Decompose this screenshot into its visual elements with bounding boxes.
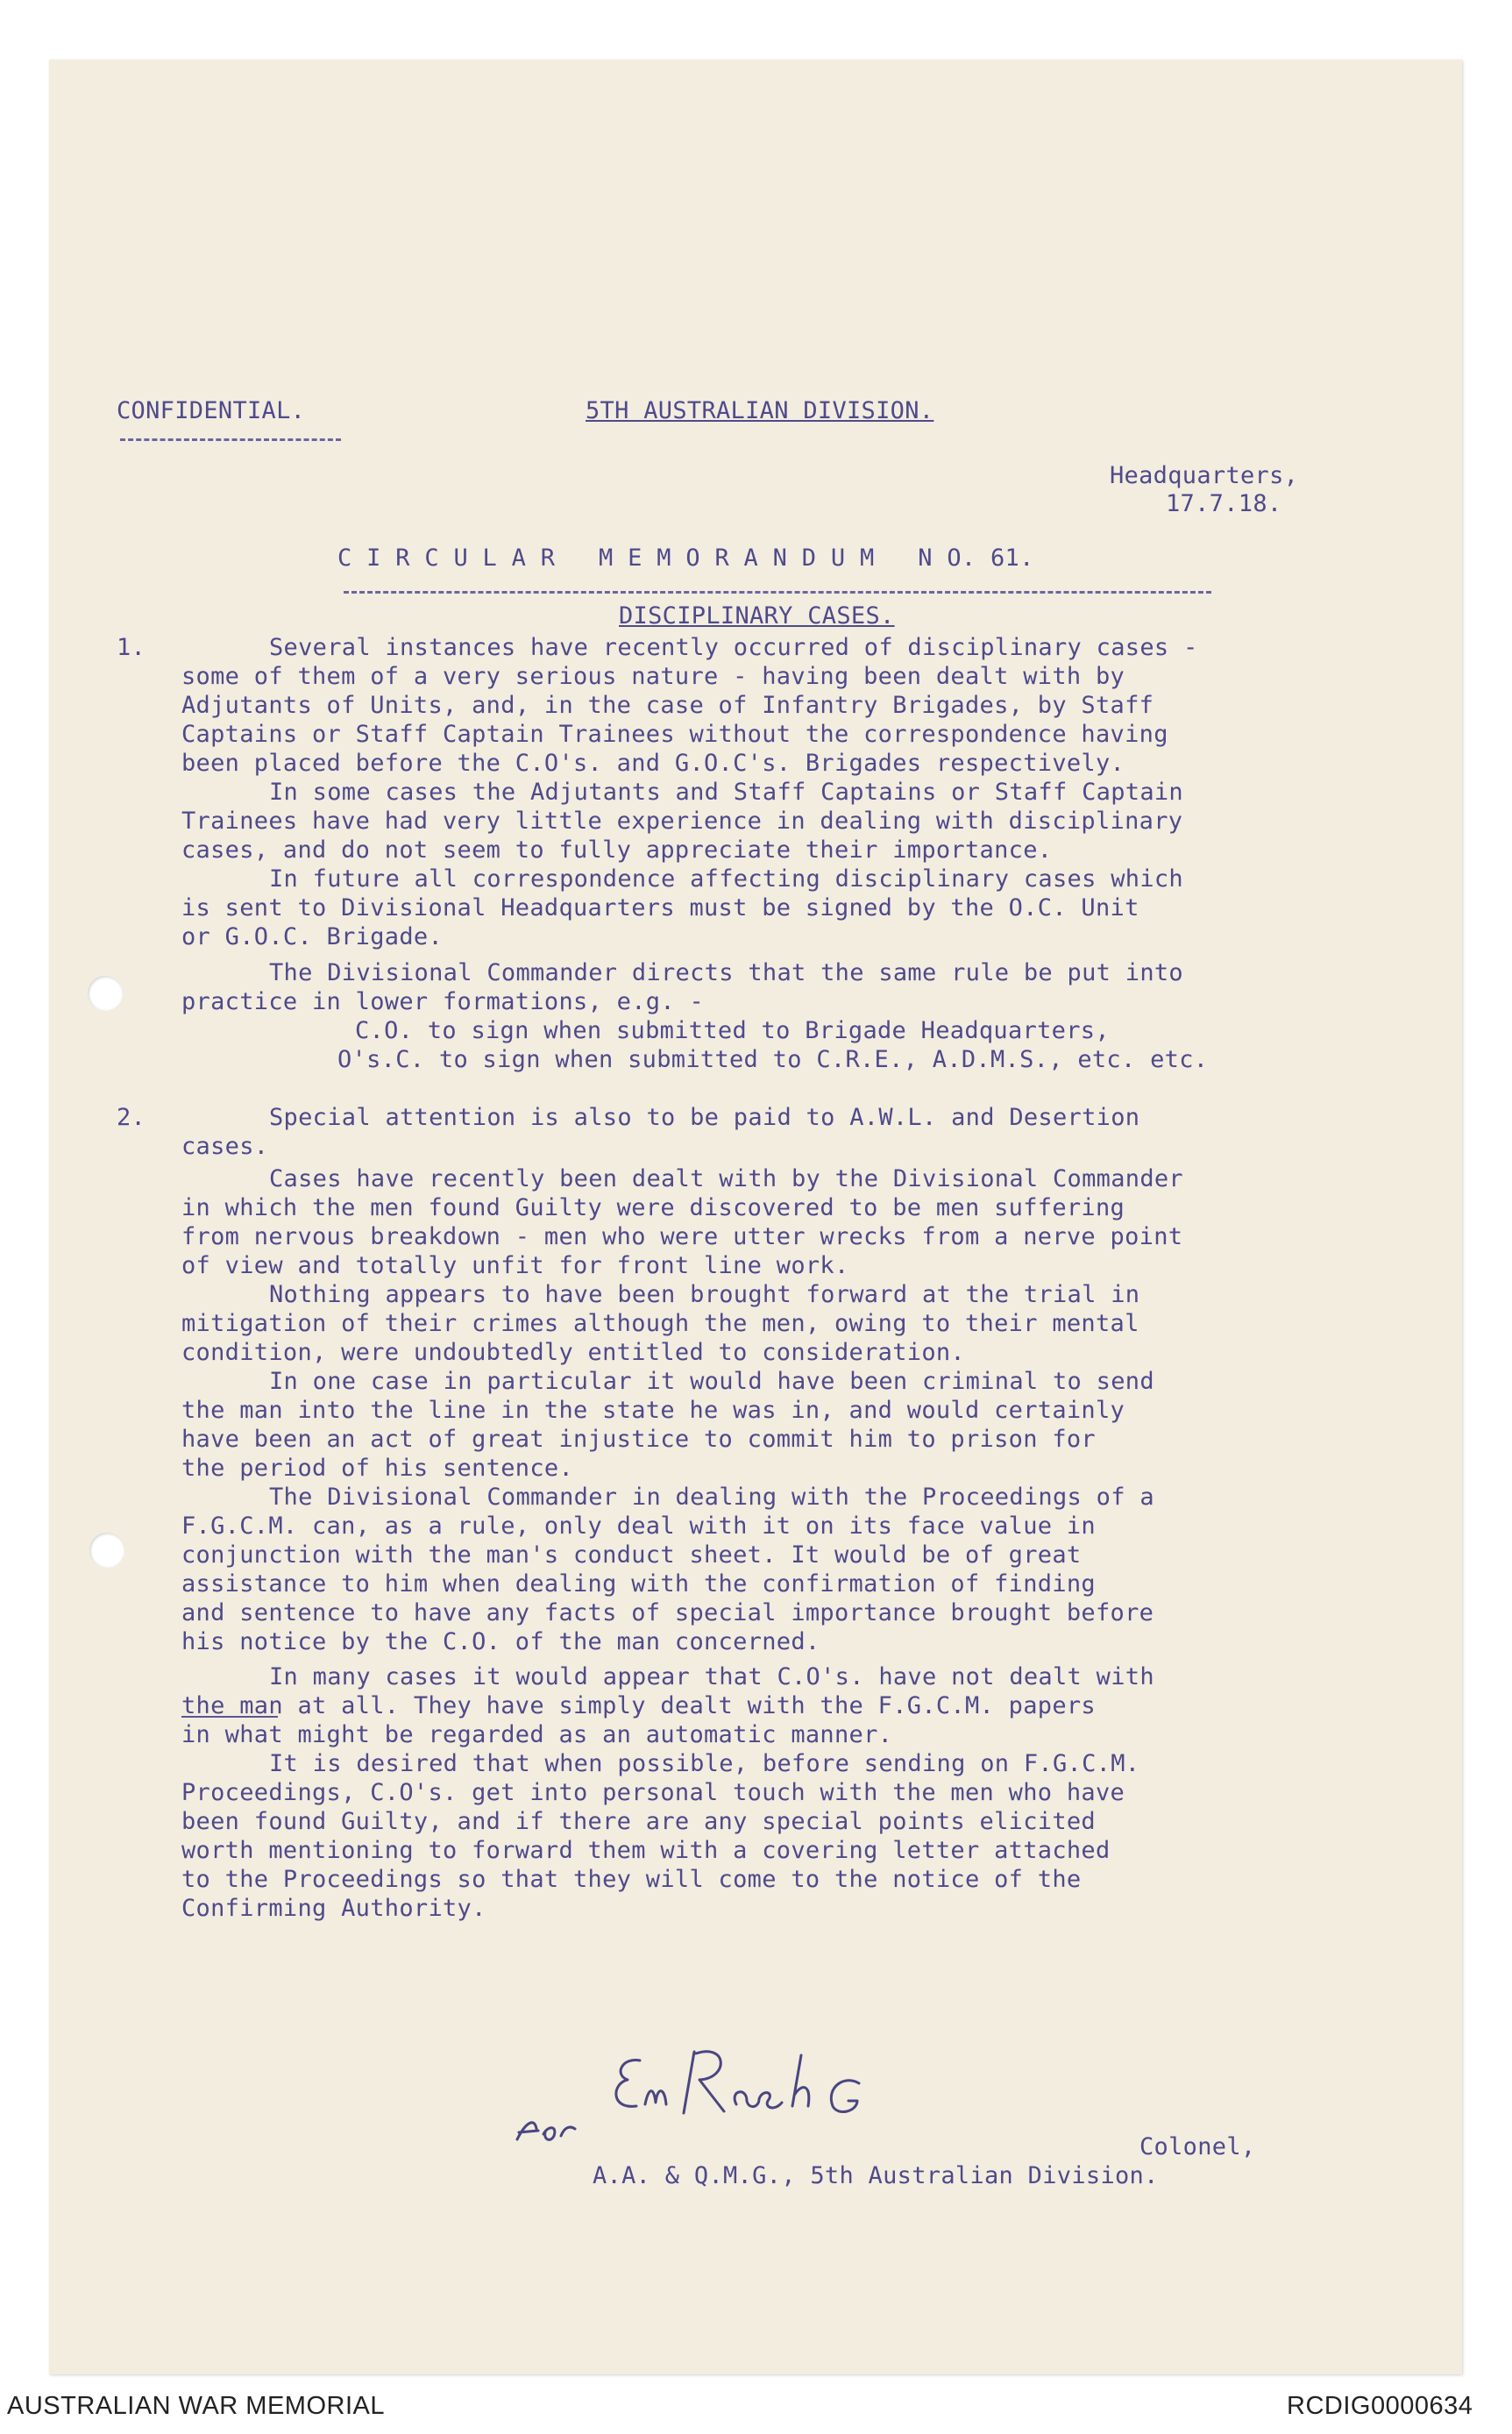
para1-line: been placed before the C.O's. and G.O.C's. Brigades respectively. bbox=[181, 750, 1125, 777]
para1-line: C.O. to sign when submitted to Brigade Headquarters, bbox=[355, 1017, 1110, 1044]
signatory-rank: Colonel, bbox=[1139, 2133, 1256, 2160]
para2-line: cases. bbox=[181, 1133, 269, 1160]
para1-line: some of them of a very serious nature - having been dealt with by bbox=[181, 663, 1125, 690]
para2-line: and sentence to have any facts of special importance brought before bbox=[181, 1599, 1154, 1626]
hq-label: Headquarters, bbox=[1110, 462, 1299, 489]
punch-hole-top bbox=[88, 976, 123, 1011]
para2-line: in which the men found Guilty were discovered to be men suffering bbox=[181, 1194, 1125, 1221]
para2-line: worth mentioning to forward them with a covering letter attached bbox=[181, 1837, 1111, 1864]
para1-line: Captains or Staff Captain Trainees without the correspondence having bbox=[181, 721, 1168, 748]
para2-line: In one case in particular it would have been criminal to send bbox=[269, 1368, 1154, 1395]
para2-line: the period of his sentence. bbox=[181, 1455, 573, 1482]
para1-line: Several instances have recently occurred of disciplinary cases - bbox=[269, 634, 1198, 661]
para2-line: to the Proceedings so that they will come to the notice of the bbox=[181, 1866, 1082, 1893]
para1-line: O's.C. to sign when submitted to C.R.E., A.D.M.S., etc. etc. bbox=[337, 1046, 1209, 1073]
para1-line: cases, and do not seem to fully appreciate their importance. bbox=[181, 836, 1053, 864]
signatory-office: A.A. & Q.M.G., 5th Australian Division. bbox=[593, 2162, 1159, 2189]
handwritten-underline bbox=[181, 1716, 278, 1718]
para2-line: of view and totally unfit for front line work. bbox=[181, 1252, 849, 1279]
footer-institution: AUSTRALIAN WAR MEMORIAL bbox=[7, 2392, 385, 2420]
para1-line: is sent to Divisional Headquarters must be signed by the O.C. Unit bbox=[181, 894, 1139, 922]
classification-label: CONFIDENTIAL. bbox=[117, 397, 306, 424]
title-underline bbox=[344, 591, 1211, 594]
punch-hole-bottom bbox=[89, 1533, 124, 1568]
para2-line: In many cases it would appear that C.O's. have not dealt with bbox=[269, 1663, 1154, 1690]
para2-line: the man at all. They have simply dealt with the F.G.C.M. papers bbox=[181, 1692, 1096, 1719]
memo-title: C I R C U L A R M E M O R A N D U M N O. 61. bbox=[337, 544, 1034, 572]
para2-line: assistance to him when dealing with the confirmation of finding bbox=[181, 1570, 1096, 1598]
para2-line: from nervous breakdown - men who were utter wrecks from a nerve point bbox=[181, 1223, 1183, 1250]
para1-line: practice in lower formations, e.g. - bbox=[181, 988, 704, 1015]
para2-line: mitigation of their crimes although the men, owing to their mental bbox=[181, 1310, 1139, 1337]
para2-line: It is desired that when possible, before sending on F.G.C.M. bbox=[269, 1750, 1140, 1777]
para2-line: Proceedings, C.O's. get into personal touch with the men who have bbox=[181, 1779, 1125, 1806]
para1-number: 1. bbox=[117, 634, 146, 661]
memo-subtitle: DISCIPLINARY CASES. bbox=[619, 602, 895, 630]
para2-line: been found Guilty, and if there are any special points elicited bbox=[181, 1808, 1096, 1835]
para2-line: conjunction with the man's conduct sheet. It would be of great bbox=[181, 1541, 1082, 1569]
para2-line: the man into the line in the state he was in, and would certainly bbox=[181, 1397, 1125, 1424]
para2-line: in what might be regarded as an automatic manner. bbox=[181, 1721, 893, 1748]
para2-line: Nothing appears to have been brought forward at the trial in bbox=[269, 1281, 1140, 1308]
para2-line: Special attention is also to be paid to A.W.L. and Desertion bbox=[269, 1104, 1140, 1131]
para1-line: Adjutants of Units, and, in the case of Infantry Brigades, by Staff bbox=[181, 692, 1154, 719]
division-heading: 5TH AUSTRALIAN DIVISION. bbox=[586, 397, 934, 424]
para2-line: The Divisional Commander in dealing with the Proceedings of a bbox=[269, 1484, 1154, 1511]
memo-date: 17.7.18. bbox=[1166, 490, 1282, 517]
para2-line: F.G.C.M. can, as a rule, only deal with it on its face value in bbox=[181, 1512, 1096, 1540]
para1-line: or G.O.C. Brigade. bbox=[181, 923, 443, 950]
para1-line: Trainees have had very little experience in dealing with disciplinary bbox=[181, 808, 1183, 835]
para2-number: 2. bbox=[117, 1104, 146, 1131]
para2-line: Confirming Authority. bbox=[181, 1895, 486, 1922]
classification-underline bbox=[120, 438, 341, 441]
para2-line: have been an act of great injustice to commit him to prison for bbox=[181, 1426, 1096, 1453]
para2-line: Cases have recently been dealt with by the Divisional Commander bbox=[269, 1165, 1183, 1192]
para2-line: his notice by the C.O. of the man concerned. bbox=[181, 1628, 820, 1655]
handwritten-signature bbox=[500, 2025, 912, 2157]
para1-line: In some cases the Adjutants and Staff Captains or Staff Captain bbox=[269, 779, 1183, 806]
para1-line: In future all correspondence affecting disciplinary cases which bbox=[269, 865, 1183, 893]
para2-line: condition, were undoubtedly entitled to consideration. bbox=[181, 1339, 965, 1366]
para1-line: The Divisional Commander directs that the same rule be put into bbox=[269, 959, 1183, 986]
footer-reference: RCDIG0000634 bbox=[1287, 2392, 1473, 2420]
